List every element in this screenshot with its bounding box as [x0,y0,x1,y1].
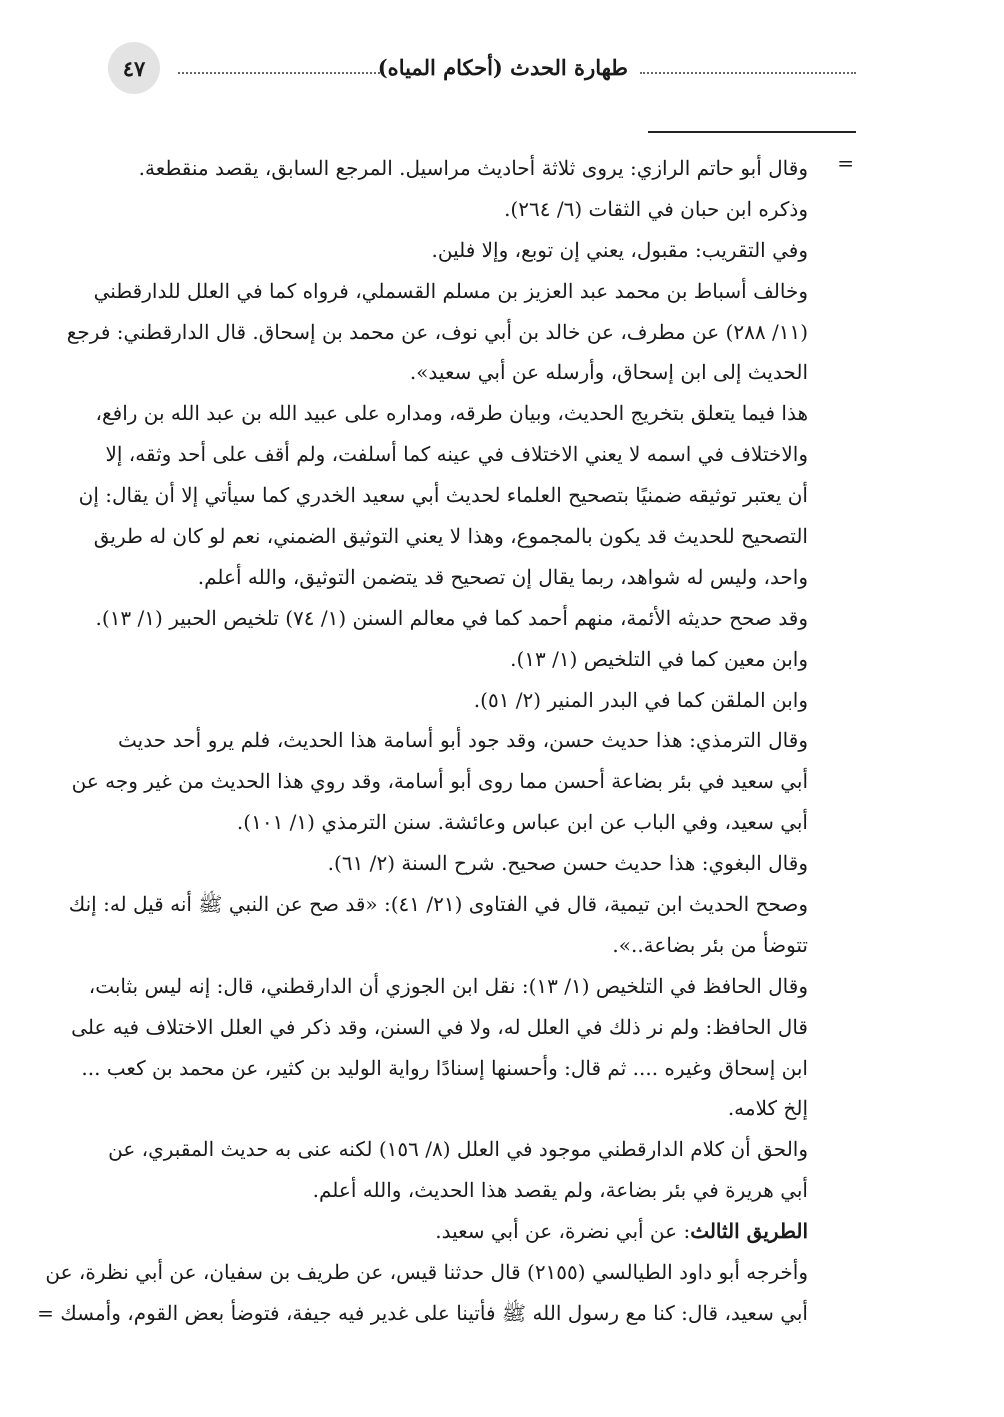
text-line: الحديث إلى ابن إسحاق، وأرسله عن أبي سعيد». [409,360,808,385]
text-line: التصحيح للحديث قد يكون بالمجموع، وهذا لا يعني التوثيق الضمني، نعم لو كان له طريق [93,524,808,549]
footnote-body [37,148,808,1334]
text-line: أبي سعيد، وفي الباب عن ابن عباس وعائشة. سنن الترمذي (١/ ١٠١). [236,810,808,835]
text-line: وابن معين كما في التلخيص (١/ ١٣). [510,646,808,671]
text-line: قال الحافظ: ولم نر ذلك في العلل له، ولا في السنن، وقد ذكر في العلل الاختلاف فيه على [71,1014,808,1039]
text-line: تتوضأ من بئر بضاعة..». [612,932,808,957]
text-line: وفي التقريب: مقبول، يعني إن توبع، وإلا فلين. [431,237,808,262]
text-line: والحق أن كلام الدارقطني موجود في العلل (٨/ ١٥٦) لكنه عنى به حديث المقبري، عن [108,1137,808,1162]
header-dotted-leader-right [640,58,856,74]
page-header [108,40,856,96]
footnote-separator [648,131,856,133]
text-line: وقد صحح حديثه الأئمة، منهم أحمد كما في معالم السنن (١/ ٧٤) تلخيص الحبير (١/ ١٣). [95,605,808,630]
running-title: طهارة الحدث (أحكام المياه) [377,55,628,80]
text-line: وابن الملقن كما في البدر المنير (٢/ ٥١). [473,687,808,712]
text-line: وذكره ابن حبان في الثقات (٦/ ٢٦٤). [504,196,808,221]
line-text: : عن أبي نضرة، عن أبي سعيد. [435,1219,691,1244]
text-line: إلخ كلامه. [727,1096,808,1121]
page-number: ٤٧ [108,42,160,94]
text-line: وقال البغوي: هذا حديث حسن صحيح. شرح السنة (٢/ ٦١). [327,851,808,876]
text-line: أبي سعيد في بئر بضاعة أحسن مما روى أبو أسامة، وقد روي هذا الحديث من غير وجه عن [71,769,808,794]
continuation-mark: = [837,151,854,175]
text-line: والاختلاف في اسمه لا يعني الاختلاف في عينه كما أسلفت، ولم أقف على أحد وثقه، إلا [105,442,808,467]
text-line: وأخرجه أبو داود الطيالسي (٢١٥٥) قال حدثنا قيس، عن طريف بن سفيان، عن أبي نظرة، عن [45,1260,808,1285]
text-line: أبي هريرة في بئر بضاعة، ولم يقصد هذا الحديث، والله أعلم. [312,1178,808,1203]
text-line: ابن إسحاق وغيره .... ثم قال: وأحسنها إسنادًا رواية الوليد بن كثير، عن محمد بن كعب ... [81,1055,808,1080]
section-heading: الطريق الثالث [690,1219,808,1244]
text-line: وقال الحافظ في التلخيص (١/ ١٣): نقل ابن الجوزي أن الدارقطني، قال: إنه ليس بثابت، [88,973,808,998]
text-line: أن يعتبر توثيقه ضمنيًا بتصحيح العلماء لحديث أبي سعيد الخدري كما سيأتي إلا أن يقال: إن [78,483,808,508]
text-line: وقال أبو حاتم الرازي: يروى ثلاثة أحاديث مراسيل. المرجع السابق، يقصد منقطعة. [138,156,808,180]
text-line: وقال الترمذي: هذا حديث حسن، وقد جود أبو أسامة هذا الحديث، فلم يرو أحد حديث [118,728,808,753]
header-dotted-leader-left [178,58,384,74]
text-line: وخالف أسباط بن محمد عبد العزيز بن مسلم القسملي، فرواه كما في العلل للدارقطني [93,278,808,303]
text-line: أبي سعيد، قال: كنا مع رسول الله ﷺ فأتينا على غدير فيه جيفة، فتوضأ بعض القوم، وأمسك = [37,1300,808,1325]
text-line: (١١/ ٢٨٨) عن مطرف، عن خالد بن أبي نوف، عن محمد بن إسحاق. قال الدارقطني: فرجع [66,319,808,344]
text-line: وصحح الحديث ابن تيمية، قال في الفتاوى (٢١/ ٤١): «قد صح عن النبي ﷺ أنه قيل له: إنك [68,892,808,917]
text-line: هذا فيما يتعلق بتخريج الحديث، وبيان طرقه، ومداره على عبيد الله بن عبد الله بن رافع، [95,401,808,426]
text-line: واحد، وليس له شواهد، ربما يقال إن تصحيح قد يتضمن التوثيق، والله أعلم. [197,564,808,589]
text-line [118,1211,808,1252]
